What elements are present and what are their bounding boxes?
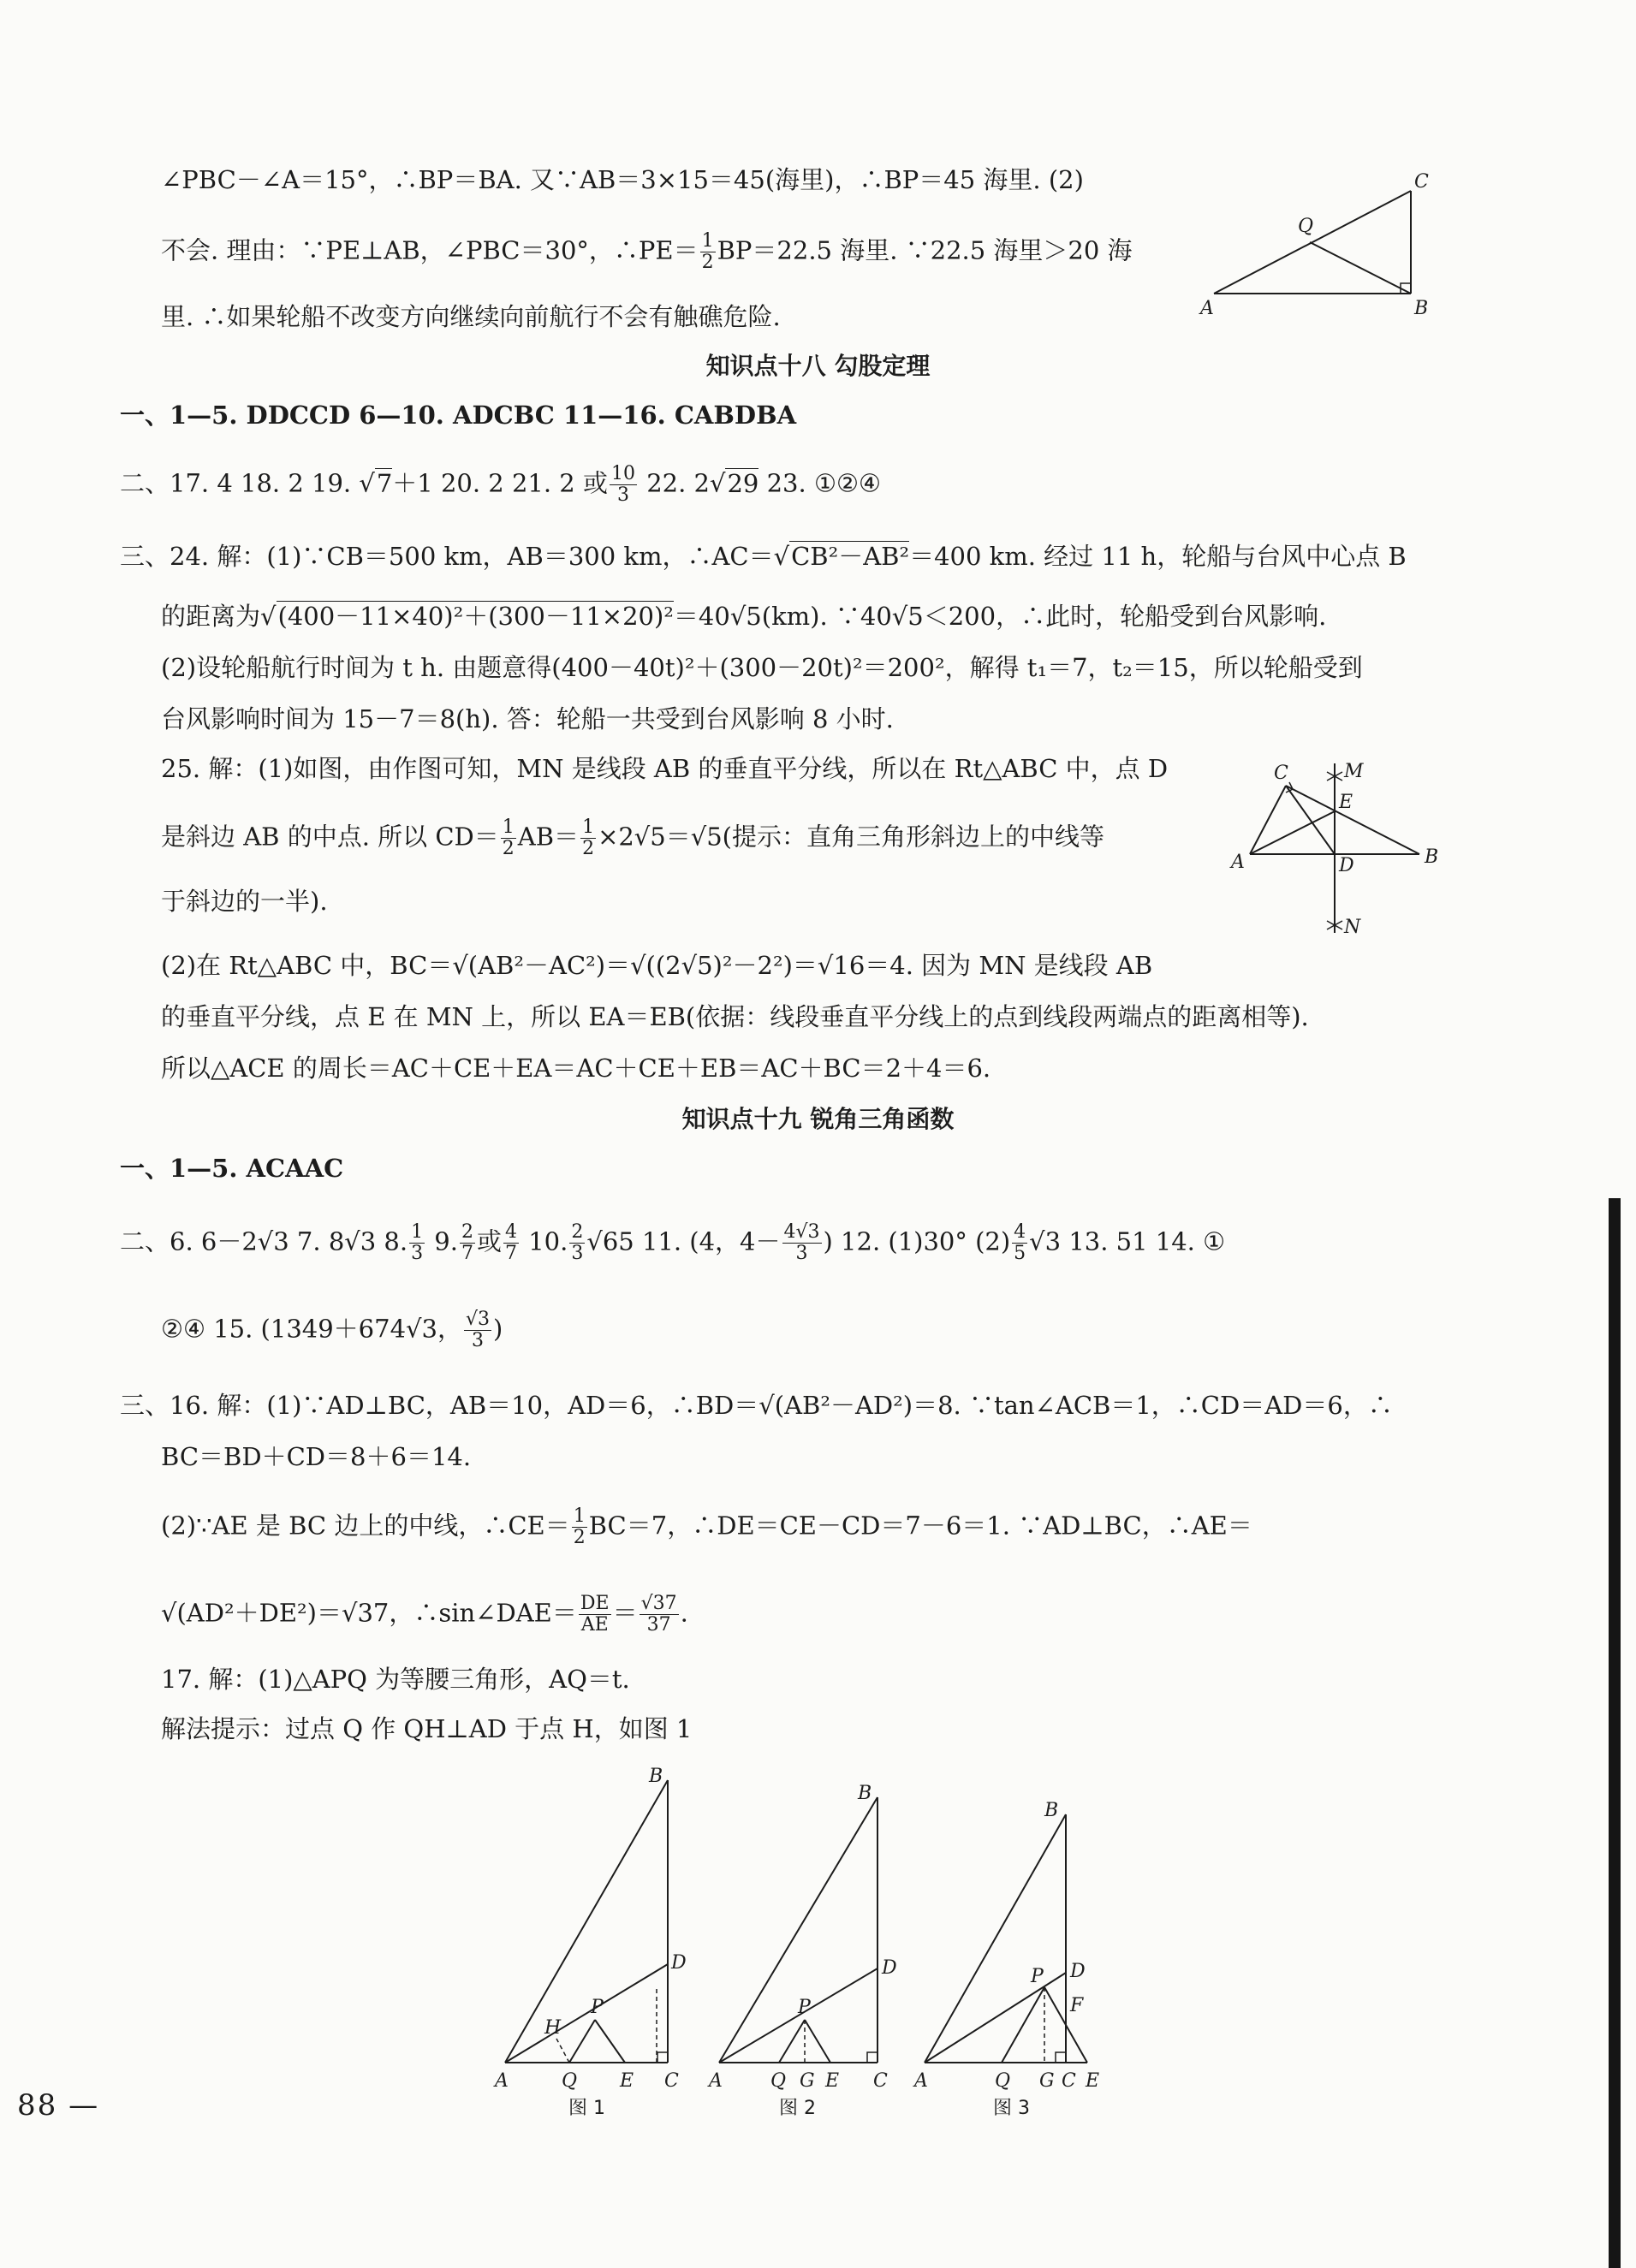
text-line: (2)∵AE 是 BC 边上的中线，∴CE＝ $\frac{1}{2}$ BC＝7，∴DE＝CE－CD＝7－6＝1. ∵AD⊥BC，∴AE＝ [161, 1505, 1252, 1548]
section-heading-18: 知识点十八 勾股定理 [705, 352, 931, 380]
text-line: ∠PBC－∠A＝15°，∴BP＝BA. 又∵AB＝3×15＝45(海里)，∴BP＝45 海里. (2) [161, 165, 1084, 194]
label-c: C [664, 2070, 679, 2092]
fraction: $\frac{10}{3}$ [610, 463, 635, 506]
label-a: A [1231, 852, 1245, 873]
label-c: C [1414, 171, 1429, 193]
label-a: A [1200, 298, 1214, 319]
label-e: E [825, 2070, 840, 2092]
caption-fig2: 图 2 [779, 2098, 816, 2119]
text-line: 于斜边的一半). [161, 887, 328, 916]
label-b: B [1044, 1800, 1059, 1821]
figures-row [488, 1763, 1121, 2123]
text-line: 三、16. 解：(1)∵AD⊥BC，AB＝10，AD＝6，∴BD＝√(AB²－AD²)＝8. ∵tan∠ACB＝1，∴CD＝AD＝6，∴ [120, 1391, 1393, 1420]
fraction: $\frac{1}{2}$ [582, 816, 595, 859]
figure-1 [493, 1766, 687, 2119]
label-h: H [544, 2017, 562, 2039]
label-b: B [1414, 298, 1429, 319]
label-e: E [1339, 792, 1353, 813]
fraction: $\frac{4√3}{3}$ [783, 1221, 820, 1264]
label-a: A [914, 2070, 928, 2092]
text-span: BP＝22.5 海里. ∵22.5 海里＞20 海 [717, 235, 1133, 265]
text-line: (2)设轮船航行时间为 t h. 由题意得(400－40t)²＋(300－20t)²＝200²，解得 t₁＝7，t₂＝15，所以轮船受到 [161, 653, 1363, 682]
text-line: BC＝BD＋CD＝8＋6＝14. [161, 1442, 472, 1471]
label-p: P [1031, 1966, 1044, 1987]
figure-3 [913, 1800, 1099, 2119]
text-line [161, 231, 1133, 273]
caption-fig3: 图 3 [993, 2098, 1030, 2119]
fraction: $\frac{4}{5}$ [1014, 1221, 1026, 1264]
text-line: ②④ 15. (1349＋674√3， $\frac{√3}{3}$ ) [161, 1309, 503, 1351]
text-line: 一、1—5. ACAAC [120, 1154, 344, 1183]
text-line: 二、17. 4 18. 2 19. √7＋1 20. 2 21. 2 或 $\frac{10}{3}$ 22. 2√29 23. ①②④ [120, 463, 881, 506]
fraction: $\frac{1}{2}$ [701, 230, 714, 273]
label-c: C [873, 2070, 888, 2092]
label-m: M [1344, 761, 1364, 782]
figure-2 [707, 1783, 897, 2119]
fraction: $\frac{1}{2}$ [502, 816, 515, 859]
text-line: 一、1—5. DDCCD 6—10. ADCBC 11—16. CABDBA [120, 401, 797, 430]
label-b: B [858, 1783, 872, 1804]
text-line: 所以△ACE 的周长＝AC＋CE＋EA＝AC＋CE＋EB＝AC＋BC＝2＋4＝6. [161, 1054, 991, 1083]
section-heading-19: 知识点十九 锐角三角函数 [681, 1105, 955, 1133]
label-q: Q [995, 2070, 1011, 2092]
text-line: 17. 解：(1)△APQ 为等腰三角形，AQ＝t. [161, 1665, 630, 1694]
text-line: 25. 解：(1)如图，由作图可知，MN 是线段 AB 的垂直平分线，所以在 Rt△ABC 中，点 D [161, 754, 1169, 783]
fraction: $\frac{2}{7}$ [461, 1221, 473, 1264]
label-e: E [1086, 2070, 1100, 2092]
fraction: $\frac{2}{3}$ [571, 1221, 584, 1264]
label-g: G [1039, 2070, 1055, 2092]
label-d: D [1070, 1961, 1086, 1982]
fraction: $\frac{1}{2}$ [573, 1505, 586, 1548]
label-b: B [1425, 846, 1439, 868]
text-line: 台风影响时间为 15－7＝8(h). 答：轮船一共受到台风影响 8 小时. [161, 704, 894, 733]
text-span: 不会. 理由：∵PE⊥AB，∠PBC＝30°，∴PE＝ [161, 235, 699, 265]
label-d: D [882, 1957, 897, 1979]
text-line: 里. ∴如果轮船不改变方向继续向前航行不会有触礁危险. [161, 302, 781, 331]
label-e: E [620, 2070, 634, 2092]
label-d: D [671, 1952, 687, 1974]
label-q: Q [562, 2070, 578, 2092]
label-q: Q [770, 2070, 787, 2092]
label-d: D [1339, 855, 1354, 876]
text-line: √(AD²＋DE²)＝√37，∴sin∠DAE＝ $\frac{DE}{AE}$ ＝ $\frac{√37}{37}$ . [161, 1593, 688, 1636]
label-n: N [1344, 917, 1361, 938]
caption-fig1: 图 1 [568, 2098, 605, 2119]
label-p: P [798, 1997, 811, 2018]
text-line: (2)在 Rt△ABC 中，BC＝√(AB²－AC²)＝√((2√5)²－2²)＝√16＝4. 因为 MN 是线段 AB [161, 951, 1153, 980]
scan-edge-shadow [1609, 1198, 1621, 2268]
fraction: $\frac{√37}{37}$ [640, 1593, 677, 1636]
text-line: 解法提示：过点 Q 作 QH⊥AD 于点 H，如图 1 [161, 1714, 693, 1743]
text-line: 的垂直平分线，点 E 在 MN 上，所以 EA＝EB(依据：线段垂直平分线上的点到线段两端点的距离相等). [161, 1002, 1309, 1031]
fraction: $\frac{DE}{AE}$ [580, 1593, 610, 1636]
label-c: C [1062, 2070, 1076, 2092]
label-a: A [495, 2070, 509, 2092]
bisector-figure [1224, 753, 1447, 950]
label-c: C [1274, 763, 1288, 784]
text-line: 的距离为√(400－11×40)²＋(300－11×20)²＝40√5(km). ∵40√5＜200，∴此时，轮船受到台风影响. [161, 602, 1327, 631]
fraction: $\frac{√3}{3}$ [465, 1309, 490, 1351]
text-line: 是斜边 AB 的中点. 所以 CD＝ $\frac{1}{2}$ AB＝ $\frac{1}{2}$ ×2√5＝√5(提示：直角三角形斜边上的中线等 [161, 816, 1104, 859]
fraction: $\frac{1}{3}$ [411, 1221, 424, 1264]
label-g: G [800, 2070, 815, 2092]
label-f: F [1070, 1995, 1084, 2016]
label-p: P [591, 1997, 604, 2018]
text-line: 二、6. 6－2√3 7. 8√3 8. $\frac{1}{3}$ 9. $\frac{2}{7}$ 或 $\frac{4}{7}$ 10. $\frac{2}{3}$ √65 11. (4，4－ $\frac{4√3}{3}$ ) 12. (1)30° (2) $\frac{4}{5}$ √3 13. 51 14. ① [120, 1221, 1226, 1264]
label-q: Q [1298, 216, 1314, 237]
page-number: 88 — [17, 2088, 100, 2123]
fraction: $\frac{4}{7}$ [505, 1221, 517, 1264]
ship-figure [1199, 167, 1447, 321]
label-a: A [709, 2070, 723, 2092]
label-b: B [649, 1766, 663, 1787]
text-line: 三、24. 解：(1)∵CB＝500 km，AB＝300 km，∴AC＝√CB²－AB²＝400 km. 经过 11 h，轮船与台风中心点 B [120, 542, 1407, 571]
